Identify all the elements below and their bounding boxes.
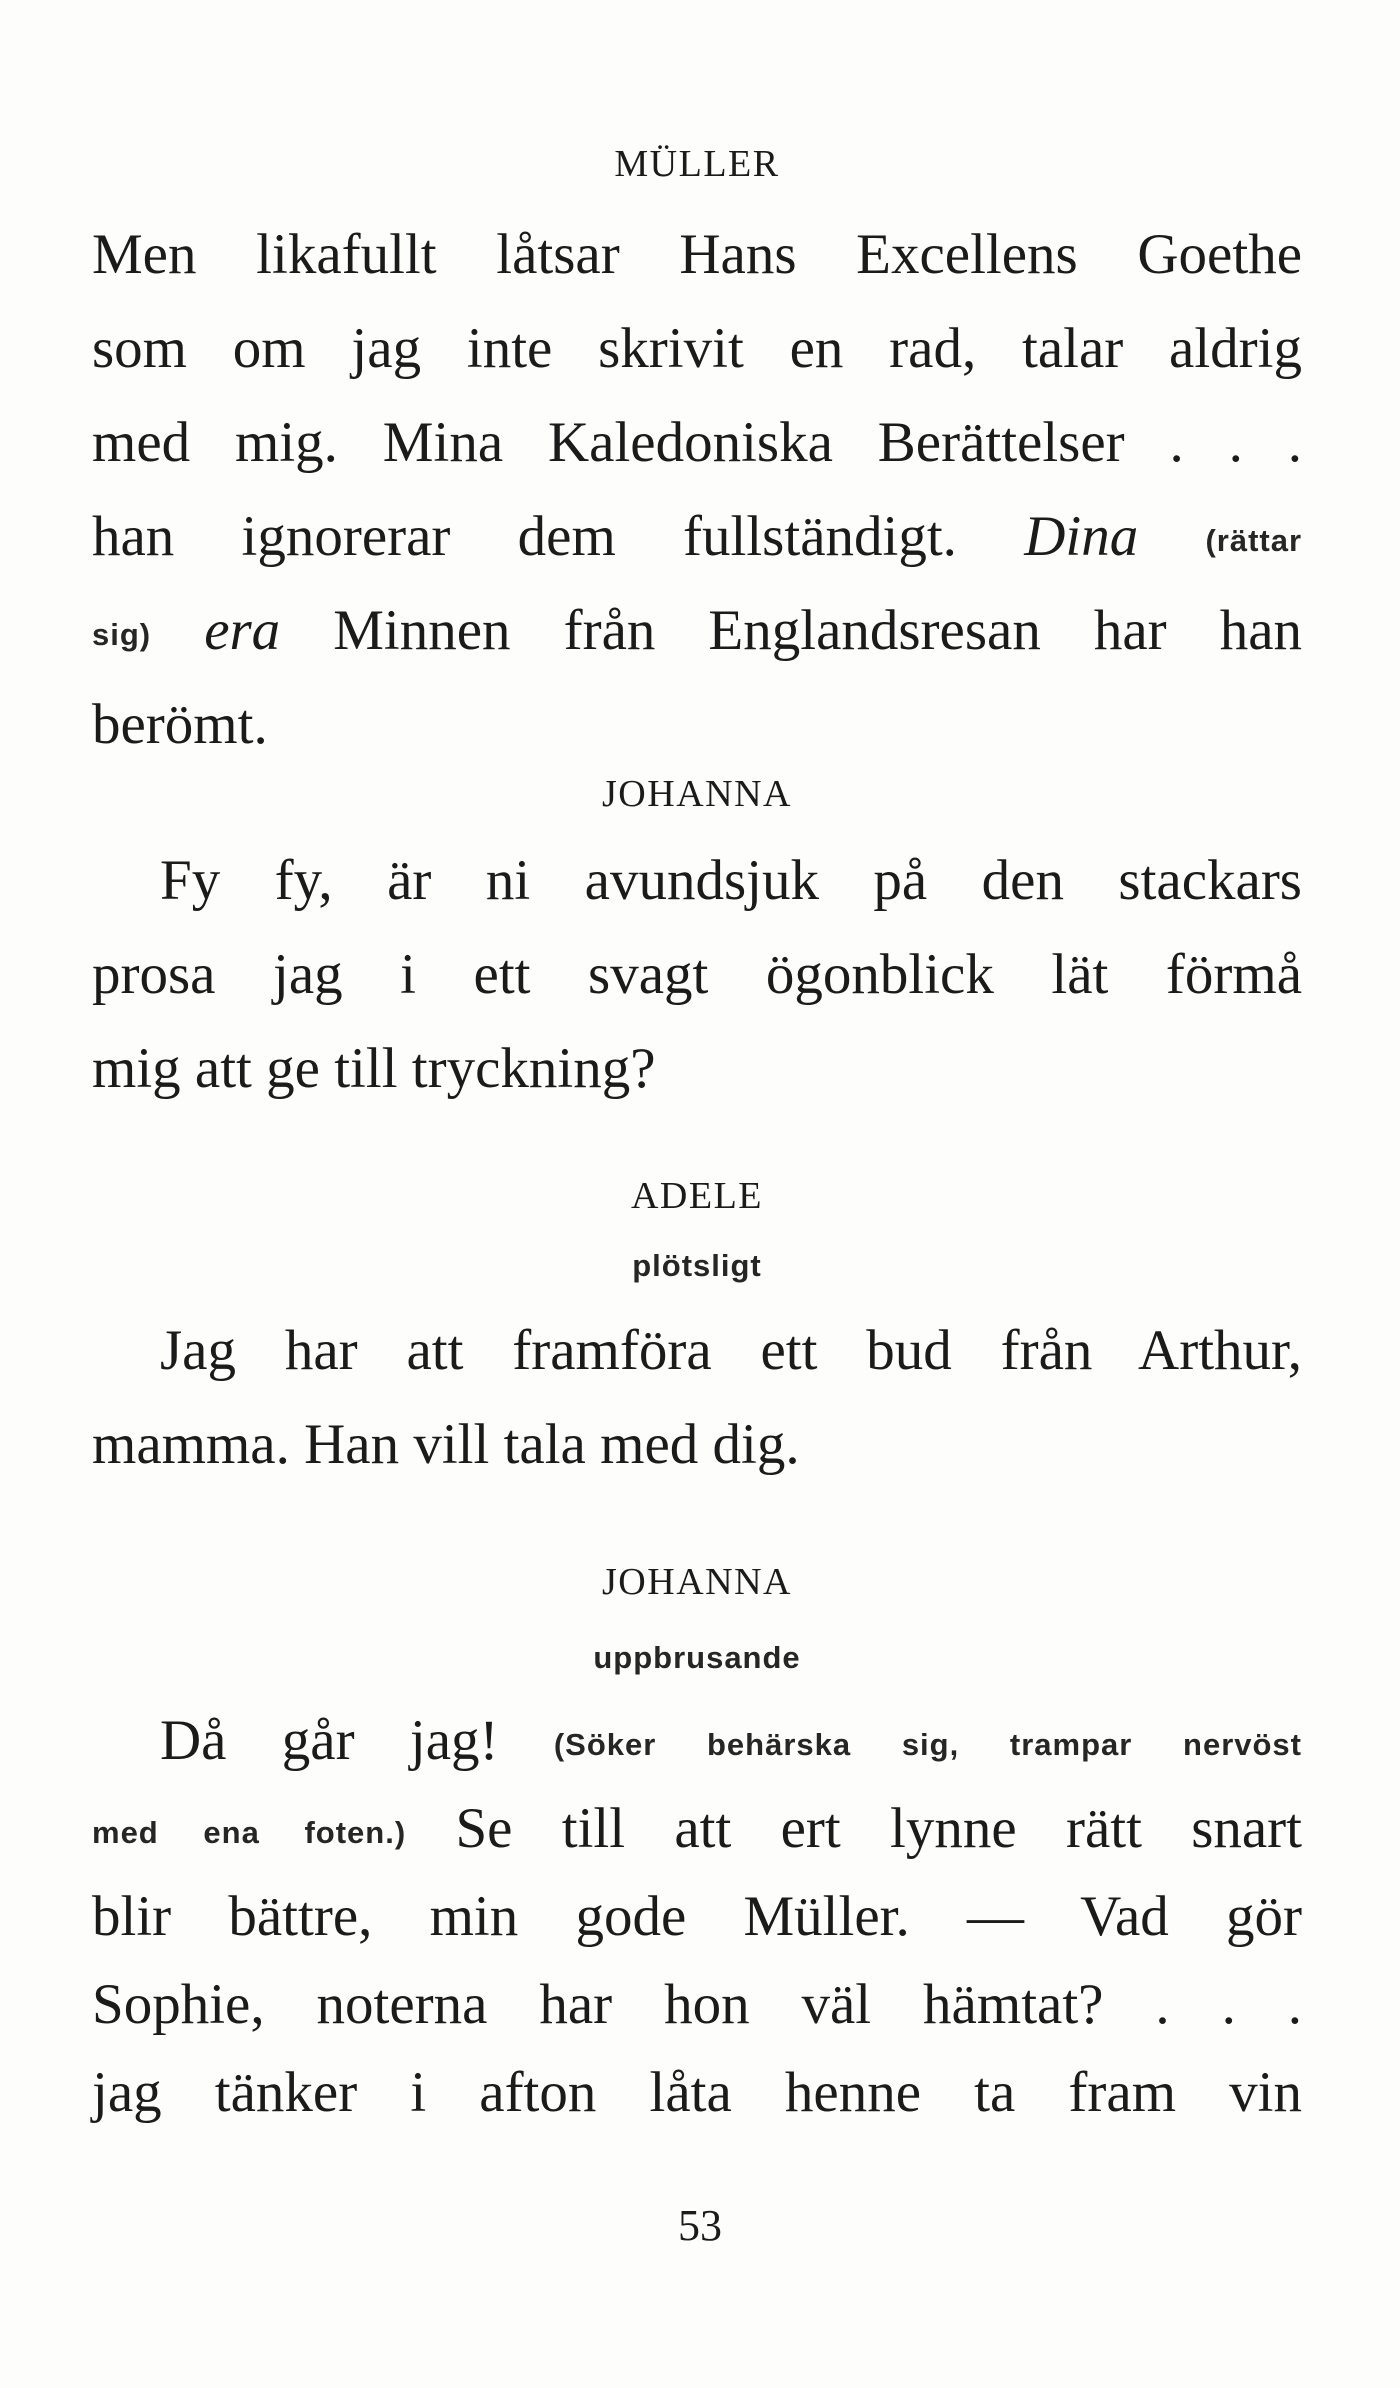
dialogue-line bbox=[92, 1797, 1302, 1860]
text-column bbox=[92, 0, 1302, 2388]
dialogue-line: berömt. bbox=[92, 693, 268, 756]
dialogue-line: som om jag inte skrivit en rad, talar aldrig bbox=[92, 317, 1302, 380]
speaker-name: JOHANNA bbox=[602, 1561, 792, 1603]
dialogue-line: blir bättre, min gode Müller. — Vad gör bbox=[92, 1885, 1302, 1948]
dialogue-line bbox=[160, 1709, 1302, 1772]
stage-direction-inline: (Söker behärska sig, trampar nervöst bbox=[553, 1727, 1302, 1762]
dialogue-line bbox=[92, 599, 1303, 662]
dialogue-line: mig att ge till tryckning? bbox=[92, 1037, 656, 1100]
stage-direction-inline: med ena foten.) bbox=[92, 1815, 407, 1850]
dialogue-text: Se till att ert lynne rätt snart bbox=[455, 1797, 1302, 1860]
dialogue-text: Då går jag! bbox=[160, 1709, 499, 1772]
speaker-name: JOHANNA bbox=[602, 773, 792, 815]
page-number: 53 bbox=[678, 2201, 722, 2250]
dialogue-line: Fy fy, är ni avundsjuk på den stackars bbox=[160, 849, 1302, 912]
stage-direction: uppbrusande bbox=[593, 1640, 801, 1675]
dialogue-line: jag tänker i afton låta henne ta fram vin bbox=[92, 2061, 1302, 2124]
dialogue-text: Minnen från Englandsresan har han bbox=[333, 599, 1303, 662]
dialogue-line: Jag har att framföra ett bud från Arthur, bbox=[160, 1319, 1302, 1382]
dialogue-line: med mig. Mina Kaledoniska Berättelser . . . bbox=[92, 411, 1302, 474]
emphasized-text: Dina bbox=[1024, 505, 1139, 568]
dialogue-line bbox=[92, 505, 1303, 568]
dialogue-line: prosa jag i ett svagt ögonblick lät förmå bbox=[92, 943, 1302, 1006]
stage-direction: plötsligt bbox=[632, 1248, 762, 1283]
stage-direction-inline: (rättar bbox=[1205, 523, 1303, 558]
dialogue-line: Sophie, noterna har hon väl hämtat? . . . bbox=[92, 1973, 1302, 2036]
dialogue-line: mamma. Han vill tala med dig. bbox=[92, 1413, 800, 1476]
speaker-name: ADELE bbox=[630, 1175, 764, 1217]
dialogue-text: han ignorerar dem fullständigt. bbox=[92, 505, 957, 568]
speaker-name: MÜLLER bbox=[614, 143, 780, 185]
emphasized-text: era bbox=[204, 599, 281, 662]
dialogue-line: Men likafullt låtsar Hans Excellens Goethe bbox=[92, 223, 1302, 286]
stage-direction-inline: sig) bbox=[92, 617, 152, 652]
